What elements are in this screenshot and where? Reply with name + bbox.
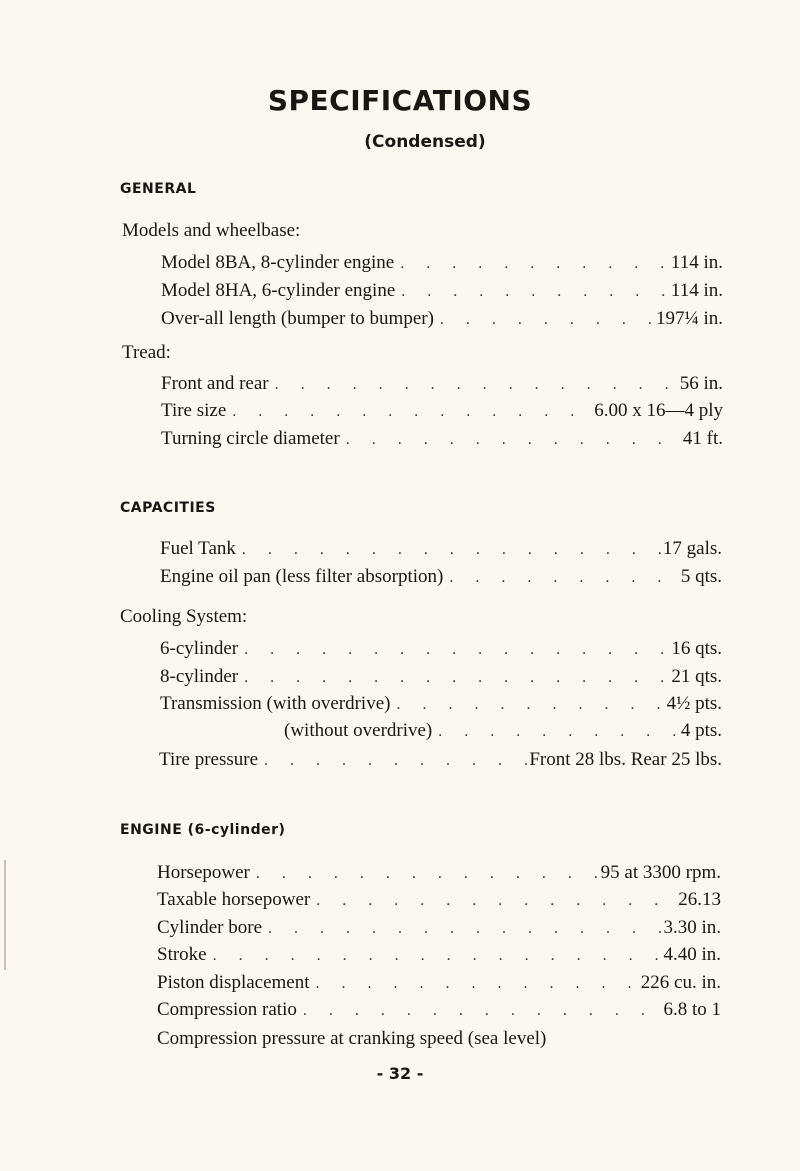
spec-label: Model 8HA, 6-cylinder engine	[161, 280, 396, 301]
spec-label: Taxable horsepower	[157, 889, 311, 910]
leader-dots	[269, 376, 680, 394]
spec-value: 21 qts.	[671, 666, 722, 687]
spec-row-transmission-no-overdrive	[284, 720, 722, 744]
spec-label: Horsepower	[157, 862, 250, 883]
section-heading-capacities: CAPACITIES	[120, 500, 216, 516]
spec-row-compression-ratio	[157, 999, 721, 1023]
spec-value: 114 in.	[670, 280, 723, 301]
spec-row-tire-pressure	[159, 749, 722, 773]
spec-value: 4.40 in.	[663, 944, 721, 965]
spec-label: Tire size	[161, 400, 227, 421]
leader-dots	[258, 752, 529, 770]
spec-label: Piston displacement	[157, 972, 310, 993]
page-subtitle: (Condensed)	[364, 132, 486, 152]
leader-dots	[395, 283, 671, 301]
spec-row-stroke	[157, 944, 721, 968]
leader-dots	[250, 865, 601, 883]
spec-value: 6.00 x 16—4 ply	[594, 400, 723, 421]
leader-dots	[310, 975, 641, 993]
spec-label: Fuel Tank	[160, 538, 236, 559]
spec-label: Model 8BA, 8-cylinder engine	[161, 252, 395, 273]
spec-value: 4 pts.	[680, 720, 722, 741]
leader-dots	[340, 431, 683, 449]
section-heading-general: GENERAL	[120, 181, 197, 197]
spec-row-cranking-pressure	[157, 1028, 721, 1052]
spec-row-tire-size	[161, 400, 723, 424]
scan-edge-mark	[4, 860, 6, 970]
spec-label: Front and rear	[161, 373, 269, 394]
spec-row-model-8ha	[161, 280, 723, 304]
spec-row-6-cylinder	[160, 638, 722, 662]
spec-row-8-cylinder	[160, 666, 722, 690]
spec-label: Over-all length (bumper to bumper)	[161, 308, 434, 329]
spec-value: 3.30 in.	[663, 917, 721, 938]
spec-row-horsepower	[157, 862, 721, 886]
spec-label: Cylinder bore	[157, 917, 263, 938]
spec-row-engine-oil-pan	[160, 566, 722, 590]
page-title: SPECIFICATIONS	[267, 84, 533, 117]
spec-value: 6.8 to 1	[663, 999, 721, 1020]
leader-dots	[207, 947, 664, 965]
spec-value: 114 in.	[670, 252, 723, 273]
spec-row-taxable-horsepower	[157, 889, 721, 913]
spec-label: 6-cylinder	[160, 638, 239, 659]
spec-row-model-8ba	[161, 252, 723, 276]
group-label-cooling: Cooling System:	[120, 606, 248, 627]
spec-value: 197¼ in.	[655, 308, 723, 329]
spec-label: Engine oil pan (less filter absorption)	[160, 566, 444, 587]
spec-row-front-rear	[161, 373, 723, 397]
spec-value: 17 gals.	[662, 538, 722, 559]
spec-value: 56 in.	[679, 373, 723, 394]
spec-value: 16 qts.	[671, 638, 722, 659]
spec-value: 95 at 3300 rpm.	[600, 862, 721, 883]
spec-row-cylinder-bore	[157, 917, 721, 941]
leader-dots	[432, 723, 681, 741]
spec-label: (without overdrive)	[284, 720, 433, 741]
spec-value: 4½ pts.	[666, 693, 722, 714]
spec-label: Turning circle diameter	[161, 428, 340, 449]
spec-value: 41 ft.	[682, 428, 723, 449]
leader-dots	[390, 696, 666, 714]
leader-dots	[238, 669, 671, 687]
spec-row-turning-circle	[161, 428, 723, 452]
group-label-tread: Tread:	[122, 342, 171, 363]
spec-label: Compression pressure at cranking speed (sea level)	[157, 1028, 547, 1049]
group-label-models: Models and wheelbase:	[122, 220, 301, 241]
leader-dots	[297, 1002, 664, 1020]
spec-value: 226 cu. in.	[640, 972, 721, 993]
page-number: - 32 -	[376, 1064, 424, 1083]
spec-row-transmission-overdrive	[160, 693, 722, 717]
section-heading-engine: ENGINE (6-cylinder)	[120, 822, 286, 838]
leader-dots	[434, 311, 656, 329]
leader-dots	[310, 892, 678, 910]
spec-row-overall-length	[161, 308, 723, 332]
leader-dots	[262, 920, 663, 938]
spec-value: 5 qts.	[680, 566, 722, 587]
spec-label: Tire pressure	[159, 749, 259, 770]
leader-dots	[443, 569, 680, 587]
spec-value: 26.13	[678, 889, 721, 910]
spec-value: Front 28 lbs. Rear 25 lbs.	[529, 749, 722, 770]
leader-dots	[226, 403, 594, 421]
spec-label: Transmission (with overdrive)	[160, 693, 391, 714]
spec-label: 8-cylinder	[160, 666, 239, 687]
leader-dots	[394, 255, 671, 273]
leader-dots	[236, 541, 663, 559]
spec-row-piston-displacement	[157, 972, 721, 996]
spec-label: Stroke	[157, 944, 207, 965]
spec-row-fuel-tank	[160, 538, 722, 562]
spec-label: Compression ratio	[157, 999, 297, 1020]
leader-dots	[238, 641, 671, 659]
